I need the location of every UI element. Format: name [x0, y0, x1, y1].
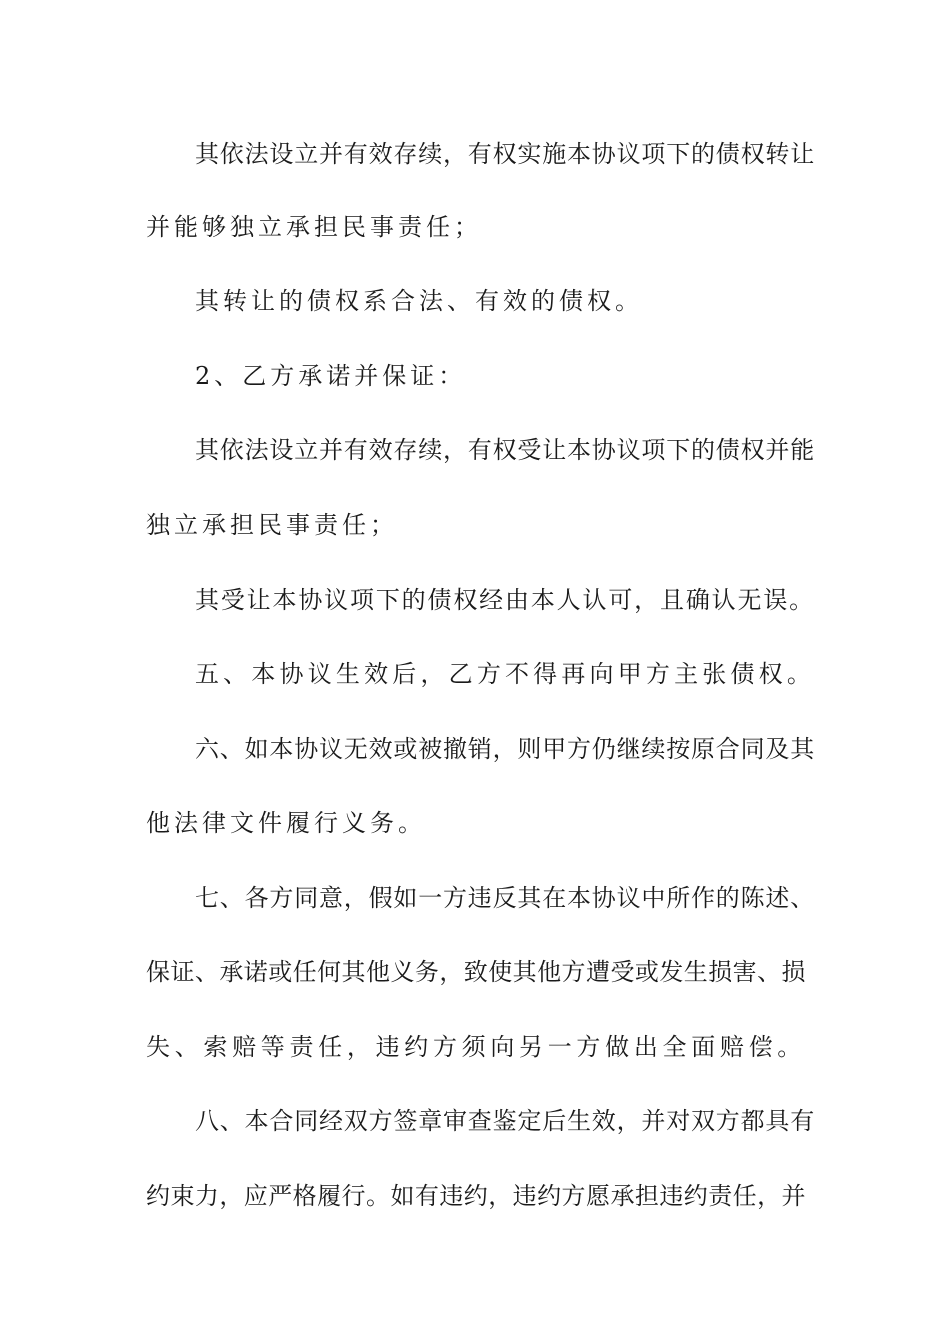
- text-line: 六、如本协议无效或被撤销，则甲方仍继续按原合同及其: [195, 735, 815, 763]
- text-line: 八、本合同经双方签章审查鉴定后生效，并对双方都具有: [195, 1107, 815, 1135]
- text-line: 约束力，应严格履行。如有违约，违约方愿承担违约责任，并: [146, 1182, 806, 1210]
- text-line: 其依法设立并有效存续，有权受让本协议项下的债权并能: [195, 436, 815, 464]
- text-line: 其依法设立并有效存续，有权实施本协议项下的债权转让: [195, 140, 815, 168]
- text-line: 独立承担民事责任；: [146, 511, 398, 539]
- text-line: 其转让的债权系合法、有效的债权。: [195, 287, 643, 315]
- text-line: 其受让本协议项下的债权经由本人认可，且确认无误。: [195, 586, 815, 614]
- text-line: 失、索赔等责任，违约方须向另一方做出全面赔偿。: [146, 1033, 806, 1061]
- text-line: 保证、承诺或任何其他义务，致使其他方遭受或发生损害、损: [146, 958, 806, 986]
- text-line: 七、各方同意，假如一方违反其在本协议中所作的陈述、: [195, 884, 815, 912]
- text-line: 他法律文件履行义务。: [146, 809, 426, 837]
- text-line: 2、乙方承诺并保证：: [195, 362, 467, 390]
- text-line: 并能够独立承担民事责任；: [146, 213, 482, 241]
- text-line: 五、本协议生效后，乙方不得再向甲方主张债权。: [195, 660, 815, 688]
